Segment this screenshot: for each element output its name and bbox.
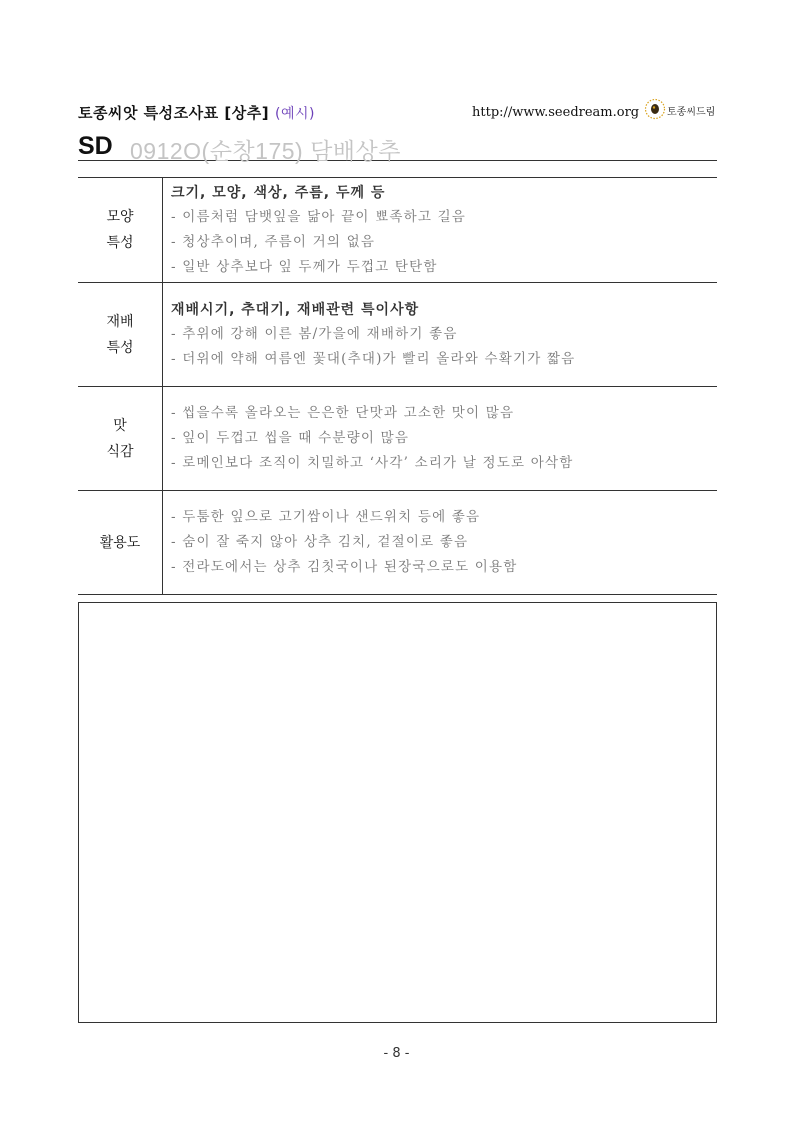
seed-code-name: 0912O(순창175) 담배상추 [130, 138, 401, 164]
list-item: - 청상추이며, 주름이 거의 없음 [171, 233, 376, 250]
row-label-taste [78, 387, 163, 491]
list-item: - 숨이 잘 죽지 않아 상추 김치, 겉절이로 좋음 [171, 534, 469, 550]
row-body-shape [163, 178, 718, 283]
list-item: - 두툼한 잎으로 고기쌈이나 샌드위치 등에 좋음 [171, 509, 481, 525]
row-heading: 크기, 모양, 색상, 주름, 두께 등 [171, 184, 386, 201]
table-row-taste [78, 387, 717, 491]
list-item: - 씹을수록 올라오는 은은한 단맛과 고소한 맛이 많음 [171, 405, 515, 421]
row-body-cultivation [163, 283, 718, 387]
logo-text: 토종씨드림 [667, 107, 716, 118]
title-text: 토종씨앗 특성조사표 [상추] [78, 104, 270, 122]
table-row-cultivation [78, 283, 717, 387]
table-row-shape [78, 178, 717, 283]
seed-code-row [78, 130, 717, 164]
row-body-usage [163, 491, 718, 595]
row-label-line: 재배 [106, 313, 134, 330]
row-label-line: 맛 [113, 417, 127, 434]
seed-code-prefix: SD [78, 132, 113, 160]
list-item: - 일반 상추보다 잎 두께가 두껍고 탄탄함 [171, 258, 438, 275]
row-heading: 재배시기, 추대기, 재배관련 특이사항 [171, 301, 420, 318]
row-label-line: 특성 [106, 339, 134, 356]
list-item: - 이름처럼 담뱃잎을 닮아 끝이 뾰족하고 길음 [171, 208, 467, 225]
row-label-cultivation [78, 283, 163, 387]
list-item: - 잎이 두껍고 씹을 때 수분량이 많음 [171, 430, 410, 446]
list-item: - 추위에 강해 이른 봄/가을에 재배하기 좋음 [171, 325, 458, 342]
row-label-line: 특성 [106, 235, 134, 251]
row-label-usage [78, 491, 163, 595]
row-label-line: 식감 [106, 443, 134, 460]
seed-logo-icon [644, 98, 666, 120]
row-label-shape [78, 178, 163, 283]
page-number: - 8 - [383, 1046, 410, 1061]
document-header [78, 98, 718, 126]
seedream-logo [644, 98, 720, 122]
photo-placeholder-box [78, 602, 717, 1023]
row-label-line: 모양 [106, 209, 134, 225]
list-item: - 더위에 약해 여름엔 꽃대(추대)가 빨리 올라와 수확기가 짧음 [171, 350, 576, 367]
website-url[interactable]: http://www.seedream.org [472, 105, 640, 120]
list-item: - 로메인보다 조직이 치밀하고 ‘사각’ 소리가 날 정도로 아삭함 [171, 455, 574, 471]
example-tag: (예시) [275, 106, 316, 122]
row-label-line: 활용도 [99, 534, 141, 551]
row-body-taste [163, 387, 718, 491]
trait-table [78, 177, 717, 595]
document-title [78, 102, 315, 123]
list-item: - 전라도에서는 상추 김칫국이나 된장국으로도 이용함 [171, 559, 518, 575]
table-row-usage [78, 491, 717, 595]
